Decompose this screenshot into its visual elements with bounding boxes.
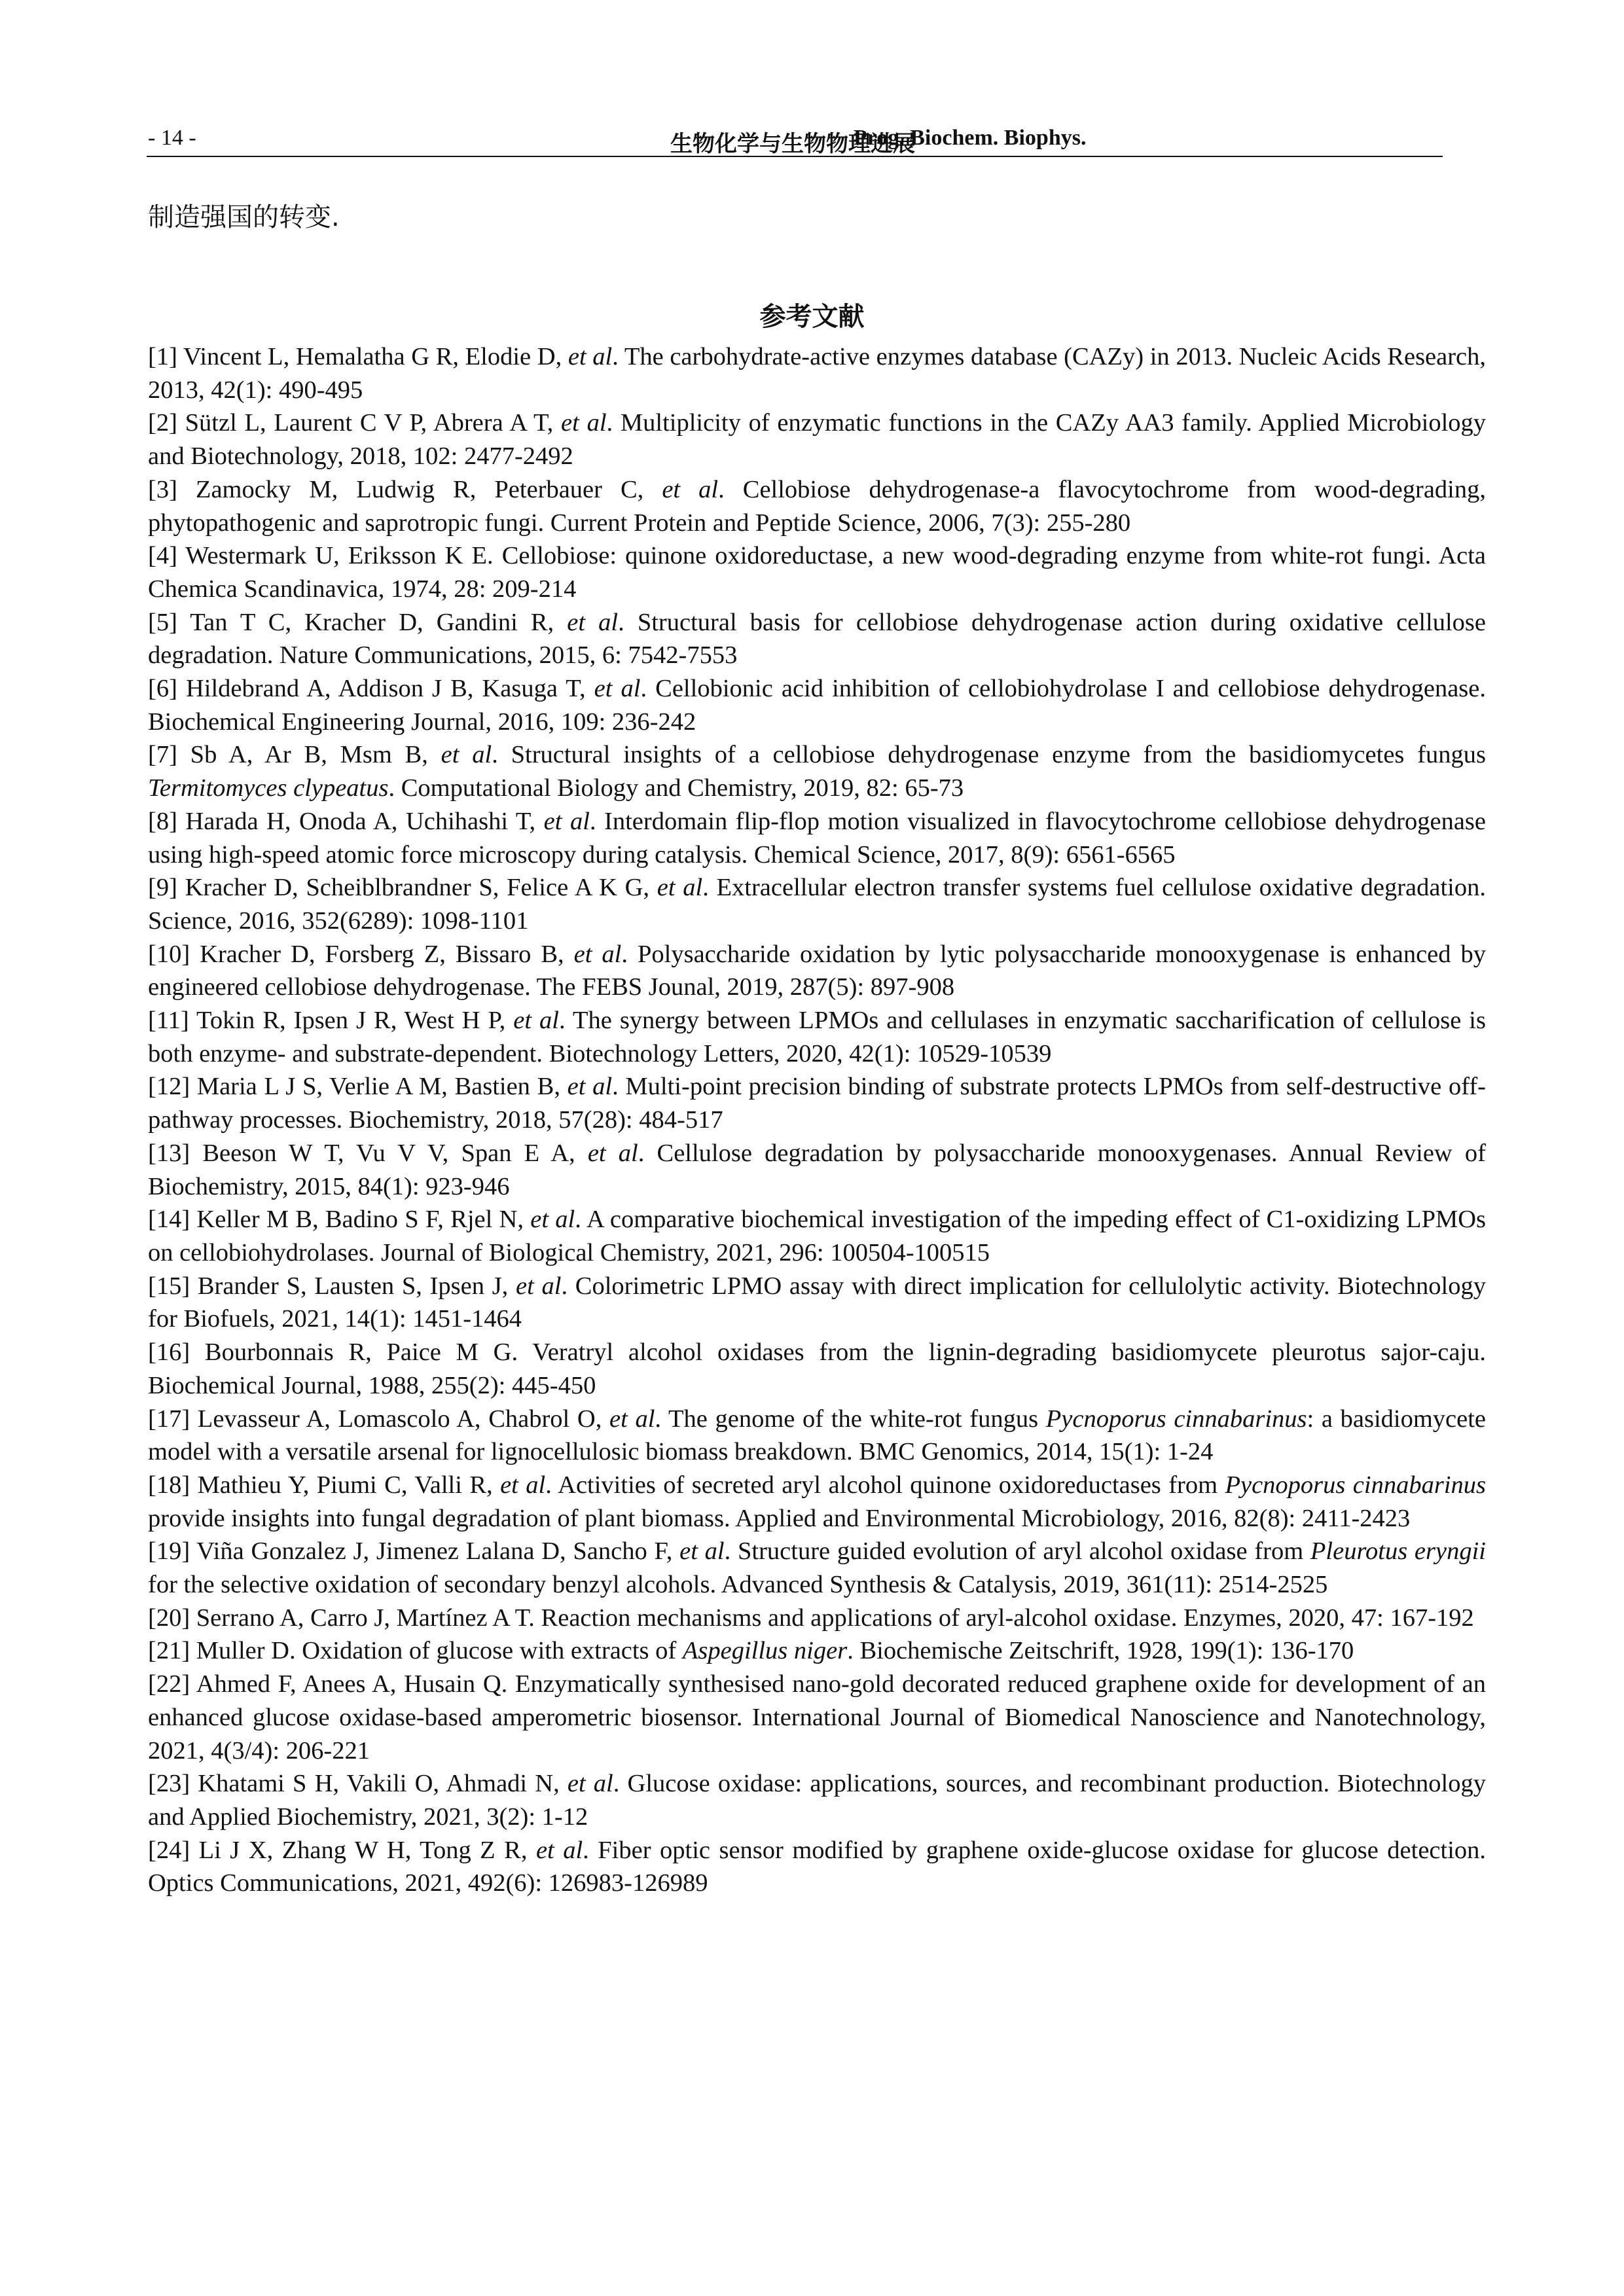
reference-item [148,406,1486,473]
reference-item [148,672,1486,738]
reference-text: . Glucose oxidase: applications, sources, and recombinant production. Biotechnology and Applied Biochemistry, 2021, 3(2): 1-12 [148,1770,1486,1831]
reference-italic: et al [567,1770,613,1798]
reference-item [148,1137,1486,1203]
reference-italic: et al [561,409,607,437]
reference-italic: et al [657,874,703,902]
page-number: - 14 - [148,126,196,150]
reference-text: [19] Viña Gonzalez J, Jimenez Lalana D, Sancho F, [148,1537,680,1566]
reference-item [148,1004,1486,1070]
reference-italic: et al [535,1836,583,1864]
running-header [147,126,1443,157]
reference-text: . Structural insights of a cellobiose dehydrogenase enzyme from the basidiomycetes fungus [492,741,1486,769]
body-text-fragment: 制造强国的转变. [148,202,340,232]
reference-italic: et al [513,1007,560,1035]
reference-text: . Fiber optic sensor modified by graphene oxide-glucose oxidase for glucose detection. Optics Communications, 2021, 492(6): 126983-126989 [148,1836,1487,1897]
reference-item [148,1535,1486,1601]
reference-text: . Biochemische Zeitschrift, 1928, 199(1): 136-170 [847,1637,1354,1665]
reference-text: . Computational Biology and Chemistry, 2019, 82: 65-73 [388,774,964,802]
reference-text: . Activities of secreted aryl alcohol quinone oxidoreductases from [545,1471,1225,1499]
reference-item [148,1203,1486,1269]
reference-text: : a basidiomycete model with a versatile arsenal for lignocellulosic biomass breakdown. BMC Genomics, 2014, 15(1): 1-24 [148,1405,1487,1466]
reference-italic: et al [567,1073,613,1101]
reference-text: [5] Tan T C, Kracher D, Gandini R, [148,608,568,636]
reference-text: [20] Serrano A, Carro J, Martínez A T. Reaction mechanisms and applications of aryl-alcohol oxidase. Enzymes, 2020, 47: 167-192 [148,1604,1474,1632]
reference-item [148,539,1486,605]
reference-text: . Structural basis for cellobiose dehydrogenase action during oxidative cellulose degradation. Nature Communications, 2015, 6: 7542-7553 [148,608,1486,670]
reference-text: . Cellobionic acid inhibition of cellobiohydrolase I and cellobiose dehydrogenase. Biochemical Engineering Journal, 2016, 109: 236-242 [148,675,1487,736]
reference-text: [22] Ahmed F, Anees A, Husain Q. Enzymatically synthesised nano-gold decorated reduced graphene oxide for development of an enhanced glucose oxidase-based amperometric biosensor. International Journal of Biomedical Nanoscience and Nanotechnology, 2021, 4(3/4): 206-221 [148,1670,1486,1765]
reference-text: . Polysaccharide oxidation by lytic polysaccharide monooxygenase is enhanced by engineered cellobiose dehydrogenase. The FEBS Jounal, 2019, 287(5): 897-908 [148,940,1486,1001]
reference-text: . Structure guided evolution of aryl alcohol oxidase from [724,1537,1310,1566]
reference-text: . A comparative biochemical investigation of the impeding effect of C1-oxidizing LPMOs on cellobiohydrolases. Journal of Biological Chemistry, 2021, 296: 100504-100515 [148,1206,1486,1266]
reference-text: [8] Harada H, Onoda A, Uchihashi T, [148,807,544,835]
reference-text: . Colorimetric LPMO assay with direct implication for cellulolytic activity. Biotechnology for Biofuels, 2021, 14(1): 1451-1464 [148,1272,1486,1333]
reference-item [148,805,1486,871]
reference-italic: Termitomyces clypeatus [148,774,389,802]
reference-text: provide insights into fungal degradation of plant biomass. Applied and Environmental Microbiology, 2016, 82(8): 2411-2423 [148,1504,1411,1532]
reference-item [148,1634,1486,1668]
reference-italic: et al [567,608,619,636]
reference-italic: et al [679,1537,725,1566]
reference-item [148,738,1486,804]
reference-text: . Multi-point precision binding of substrate protects LPMOs from self-destructive off-pathway processes. Biochemistry, 2018, 57(28): 484-517 [148,1073,1486,1134]
reference-item [148,1469,1486,1535]
reference-italic: Pycnoporus cinnabarinus [1045,1405,1307,1433]
reference-italic: Pycnoporus cinnabarinus [1225,1471,1486,1499]
reference-text: for the selective oxidation of secondary benzyl alcohols. Advanced Synthesis & Catalysis, 2019, 361(11): 2514-2525 [148,1571,1328,1599]
reference-italic: et al [543,807,590,835]
reference-text: [7] Sb A, Ar B, Msm B, [148,741,441,769]
reference-text: [13] Beeson W T, Vu V V, Span E A, [148,1139,588,1167]
reference-item [148,938,1486,1004]
reference-text: . Cellobiose dehydrogenase-a flavocytochrome from wood-degrading, phytopathogenic and saprotropic fungi. Current Protein and Peptide Science, 2006, 7(3): 255-280 [148,475,1486,537]
reference-text: . Extracellular electron transfer systems fuel cellulose oxidative degradation. Science, 2016, 352(6289): 1098-1101 [148,874,1486,935]
reference-text: [1] Vincent L, Hemalatha G R, Elodie D, [148,343,568,370]
reference-item [148,340,1486,406]
reference-text: . The genome of the white-rot fungus [655,1405,1046,1433]
reference-item [148,1336,1486,1402]
reference-item [148,1602,1486,1635]
reference-list [148,340,1486,1900]
reference-italic: et al [500,1471,546,1499]
reference-item [148,871,1486,937]
reference-item [148,473,1486,539]
journal-title-en: Prog. Biochem. Biophys. [854,126,1087,150]
reference-italic: et al [530,1206,575,1234]
reference-italic: et al [587,1139,638,1167]
reference-text: [6] Hildebrand A, Addison J B, Kasuga T, [148,675,594,703]
reference-text: [10] Kracher D, Forsberg Z, Bissaro B, [148,940,574,968]
reference-text: [14] Keller M B, Badino S F, Rjel N, [148,1206,531,1234]
reference-text: . The carbohydrate-active enzymes database (CAZy) in 2013. Nucleic Acids Research, 2013, 42(1): 490-495 [148,343,1487,404]
reference-item [148,1270,1486,1336]
reference-item [148,1403,1486,1469]
reference-text: [9] Kracher D, Scheiblbrandner S, Felice A K G, [148,874,657,902]
reference-text: . Multiplicity of enzymatic functions in the CAZy AA3 family. Applied Microbiology and Biotechnology, 2018, 102: 2477-2492 [148,409,1487,471]
reference-italic: Pleurotus eryngii [1310,1537,1486,1566]
reference-item [148,1070,1486,1136]
reference-text: [16] Bourbonnais R, Paice M G. Veratryl alcohol oxidases from the lignin-degrading basidiomycete pleurotus sajor-caju. Biochemical Journal, 1988, 255(2): 445-450 [148,1338,1486,1399]
reference-text: . The synergy between LPMOs and cellulases in enzymatic saccharification of cellulose is both enzyme- and substrate-dependent. Biotechnology Letters, 2020, 42(1): 10529-10539 [148,1007,1486,1067]
reference-text: [11] Tokin R, Ipsen J R, West H P, [148,1007,514,1035]
reference-italic: et al [568,343,613,370]
reference-italic: et al [594,675,641,703]
reference-item [148,1834,1486,1900]
reference-text: [2] Sützl L, Laurent C V P, Abrera A T, [148,409,562,437]
reference-text: [18] Mathieu Y, Piumi C, Valli R, [148,1471,501,1499]
reference-text: . Cellulose degradation by polysaccharide monooxygenases. Annual Review of Biochemistry, 2015, 84(1): 923-946 [148,1139,1486,1200]
reference-italic: et al [609,1405,655,1433]
reference-text: [17] Levasseur A, Lomascolo A, Chabrol O, [148,1405,609,1433]
reference-text: [15] Brander S, Lausten S, Ipsen J, [148,1272,516,1300]
reference-text: [21] Muller D. Oxidation of glucose with extracts of [148,1637,683,1665]
reference-text: [4] Westermark U, Eriksson K E. Cellobiose: quinone oxidoreductase, a new wood-degrading enzyme from white-rot fungi. Acta Chemica Scandinavica, 1974, 28: 209-214 [148,542,1486,603]
reference-text: [3] Zamocky M, Ludwig R, Peterbauer C, [148,475,662,503]
reference-text: . Interdomain flip-flop motion visualized in flavocytochrome cellobiose dehydrogenase using high-speed atomic force microscopy during catalysis. Chemical Science, 2017, 8(9): 6561-6565 [148,807,1486,869]
reference-item [148,1668,1486,1767]
reference-item [148,606,1486,672]
reference-item [148,1767,1486,1833]
reference-text: [23] Khatami S H, Vakili O, Ahmadi N, [148,1770,568,1798]
references-heading: 参考文献 [759,302,865,332]
reference-text: [24] Li J X, Zhang W H, Tong Z R, [148,1836,536,1864]
reference-italic: et al [573,940,622,968]
journal-title-cn: 生物化学与生物物理进展 [670,132,915,156]
reference-text: [12] Maria L J S, Verlie A M, Bastien B, [148,1073,568,1101]
reference-italic: et al [441,741,492,769]
reference-italic: et al [516,1272,562,1300]
reference-italic: Aspegillus niger [682,1637,848,1665]
reference-italic: et al [662,475,719,503]
